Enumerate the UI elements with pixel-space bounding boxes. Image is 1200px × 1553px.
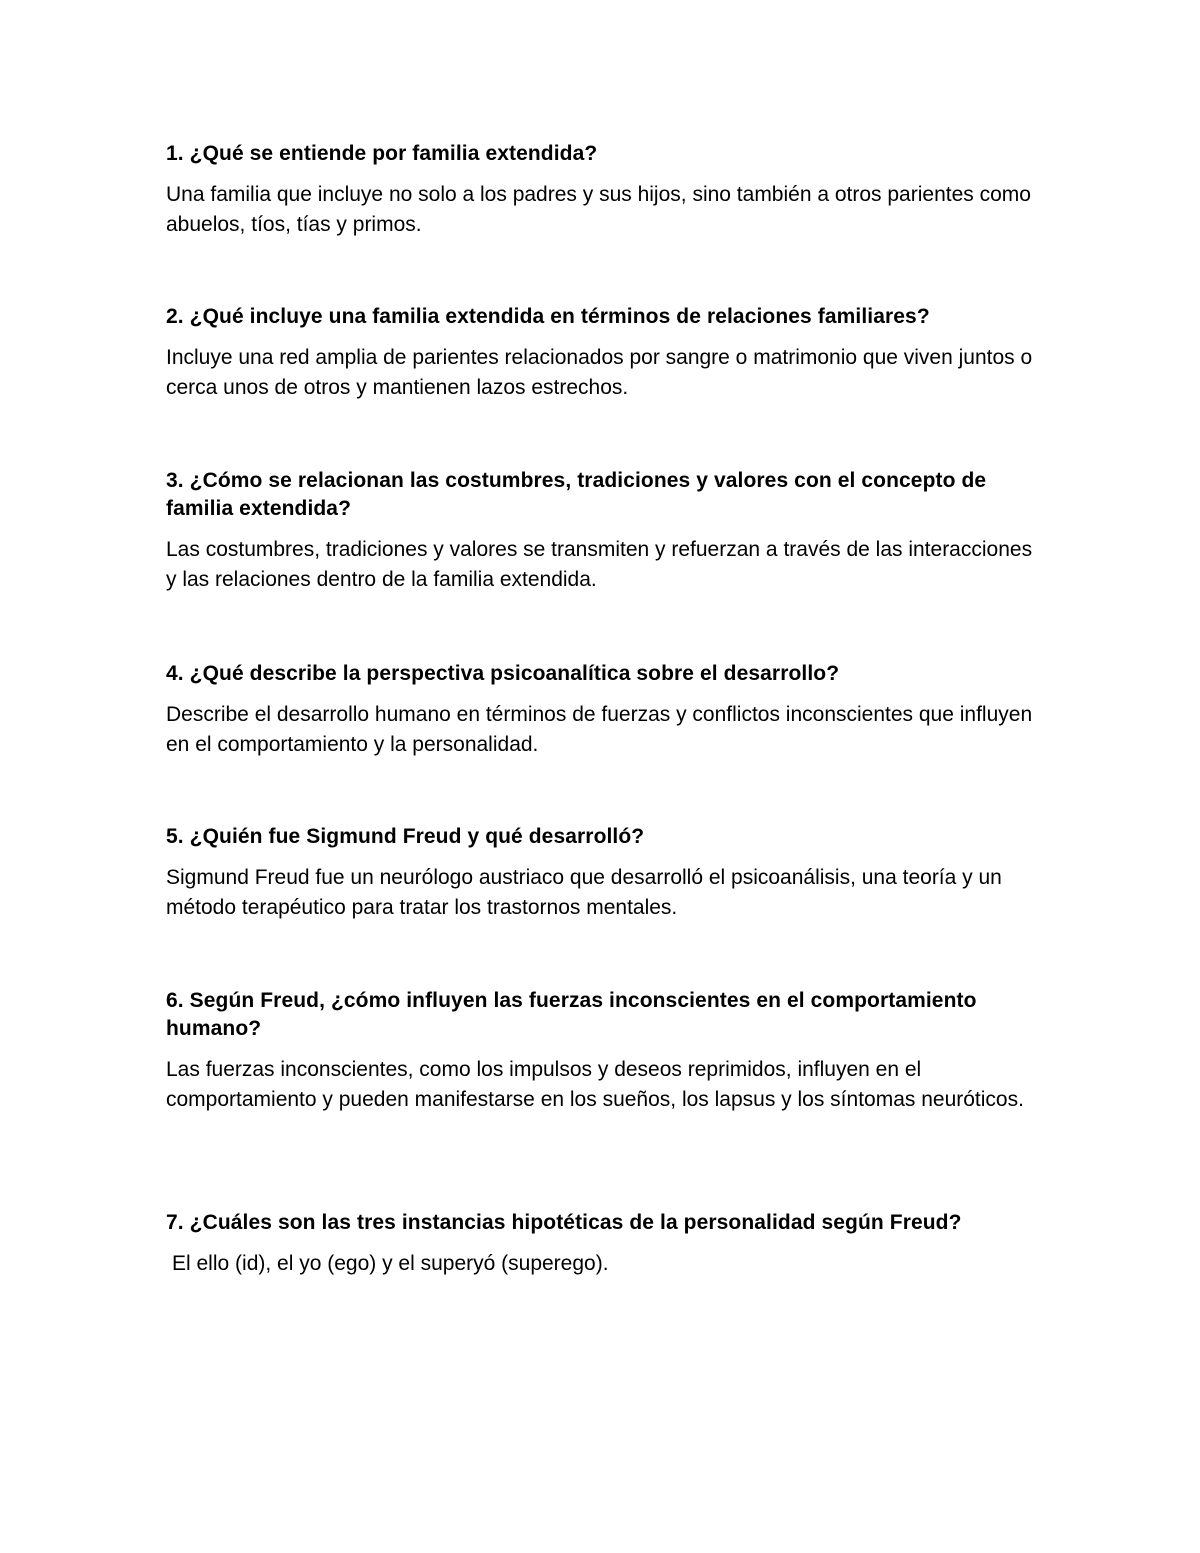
qa-item-4 [166,660,1046,760]
answer-1: Una familia que incluye no solo a los padres y sus hijos, sino también a otros parientes como abuelos, tíos, tías y primos. [166,183,1031,236]
qa-item-1 [166,140,1046,240]
answer-6: Las fuerzas inconscientes, como los impulsos y deseos reprimidos, influyen en el comportamiento y pueden manifestarse en los sueños, los lapsus y los síntomas neuróticos. [166,1058,1024,1111]
question-7: 7. ¿Cuáles son las tres instancias hipotéticas de la personalidad según Freud? [166,1211,962,1234]
qa-item-6 [166,987,1046,1115]
qa-item-5 [166,823,1046,923]
qa-item-3 [166,467,1046,595]
question-4: 4. ¿Qué describe la perspectiva psicoanalítica sobre el desarrollo? [166,662,840,685]
answer-2: Incluye una red amplia de parientes relacionados por sangre o matrimonio que viven juntos o cerca unos de otros y mantienen lazos estrechos. [166,346,1033,399]
question-3: 3. ¿Cómo se relacionan las costumbres, tradiciones y valores con el concepto de familia extendida? [166,469,987,520]
qa-item-2 [166,303,1046,403]
question-5: 5. ¿Quién fue Sigmund Freud y qué desarrolló? [166,825,645,848]
answer-3: Las costumbres, tradiciones y valores se transmiten y refuerzan a través de las interacciones y las relaciones dentro de la familia extendida. [166,538,1033,591]
question-1: 1. ¿Qué se entiende por familia extendida? [166,142,598,165]
question-2: 2. ¿Qué incluye una familia extendida en términos de relaciones familiares? [166,305,930,328]
qa-item-7 [166,1209,1046,1279]
answer-4: Describe el desarrollo humano en términos de fuerzas y conflictos inconscientes que influyen en el comportamiento y la personalidad. [166,703,1033,756]
question-6: 6. Según Freud, ¿cómo influyen las fuerzas inconscientes en el comportamiento humano? [166,989,977,1040]
answer-5: Sigmund Freud fue un neurólogo austriaco que desarrolló el psicoanálisis, una teoría y un método terapéutico para tratar los trastornos mentales. [166,866,1002,919]
answer-7: El ello (id), el yo (ego) y el superyó (superego). [172,1252,609,1275]
